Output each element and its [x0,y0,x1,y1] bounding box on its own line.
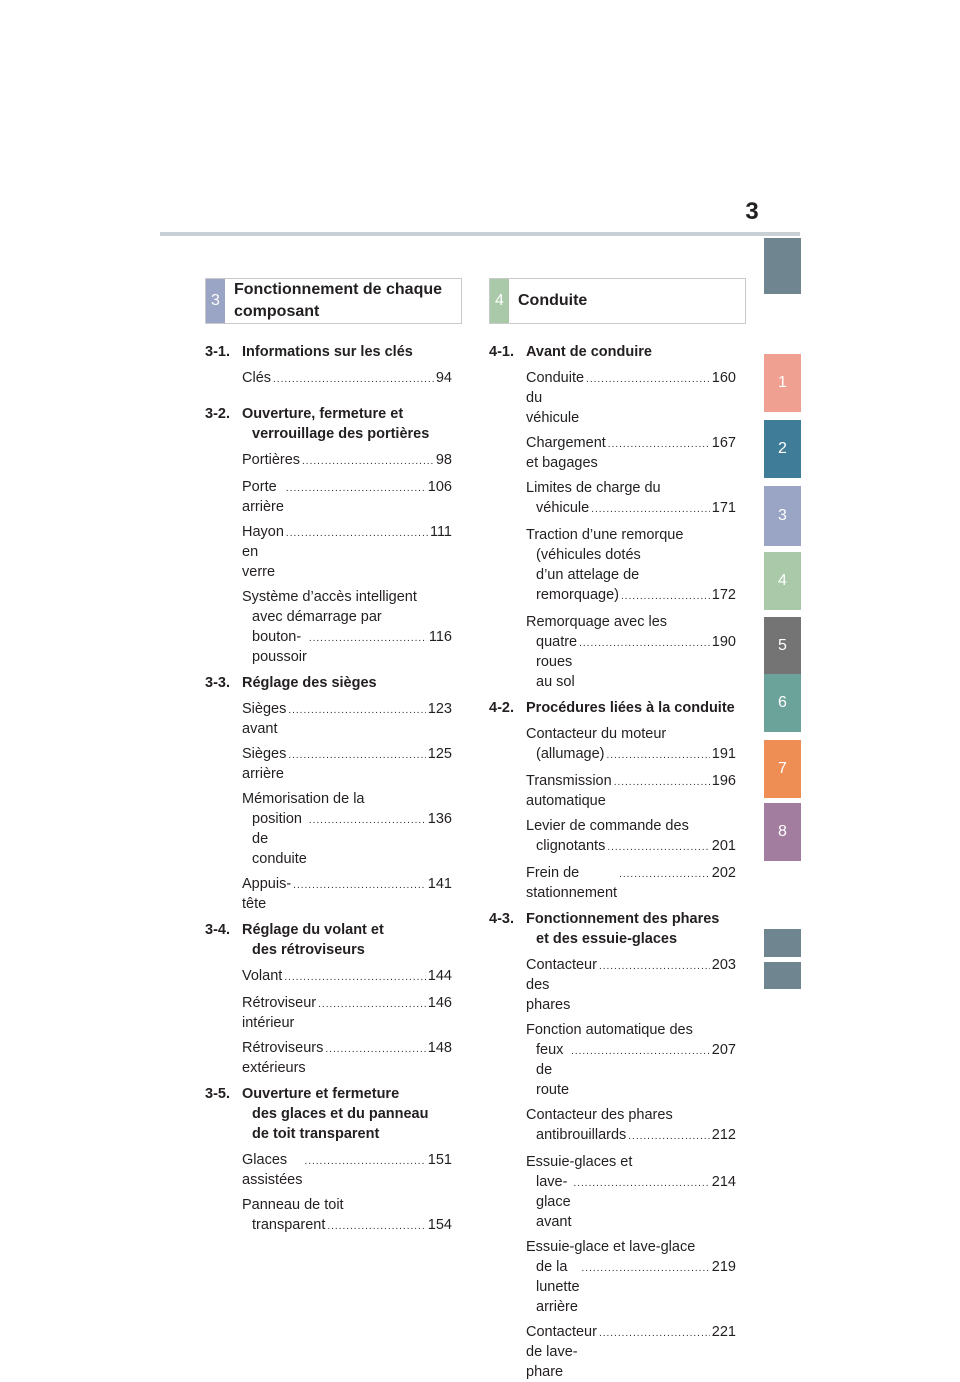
entry-text-line: Remorquage avec les [526,614,668,630]
section-title-line: Fonctionnement de chaque [234,281,443,298]
dot-leader [309,811,426,831]
toc-entry[interactable] [526,1237,736,1317]
toc-entry[interactable] [526,1322,736,1382]
toc-entry[interactable] [242,368,452,390]
side-tab-4[interactable] [764,552,801,610]
toc-group-3-2 [205,404,452,444]
entry-page: 214 [711,1174,736,1190]
entry-text-line: Essuie-glace et lave-glace [526,1239,696,1255]
group-title-line: de toit transparent [252,1126,380,1142]
toc-entry[interactable] [242,699,452,739]
side-tab-label: 2 [778,440,787,457]
entry-page: 111 [429,524,452,540]
entry-page: 201 [711,838,736,854]
toc-entry[interactable] [526,1020,736,1100]
toc-column-right [489,340,736,1382]
section-title [225,279,442,323]
group-number: 4-1. [489,344,514,360]
toc-entry[interactable] [242,587,452,667]
entry-page: 167 [711,435,736,451]
group-number: 4-3. [489,911,514,927]
entry-text: Hayon en verre [242,524,284,580]
entry-page: 172 [711,587,736,603]
entry-text: Appuis-tête [242,876,292,912]
entry-text-line: Panneau de toit [242,1197,344,1213]
dot-leader [309,629,427,649]
toc-entry[interactable] [526,863,736,903]
section-title: Conduite [518,292,588,309]
side-tab-5[interactable] [764,617,801,674]
entry-page: 136 [427,811,452,827]
header-rule [160,232,800,236]
entry-text: bouton-poussoir [252,629,307,665]
side-tab-blank-top [764,238,801,294]
entry-page: 171 [711,500,736,516]
toc-group-4-1 [489,342,736,362]
group-title: Réglage des sièges [242,675,377,691]
dot-leader [621,587,710,607]
group-number: 3-1. [205,344,230,360]
group-title-line: et des essuie-glaces [536,931,678,947]
side-tab-blank-bottom-2 [764,962,801,989]
entry-page: 221 [711,1324,736,1340]
dot-leader [286,479,426,499]
section-header-4 [489,278,746,324]
toc-group-3-5 [205,1084,452,1144]
side-tab-label: 4 [778,572,787,589]
toc-entry[interactable] [526,1105,736,1147]
group-title: Informations sur les clés [242,344,413,360]
entry-text: lave-glace avant [536,1174,572,1230]
dot-leader [325,1040,425,1060]
entry-page: 202 [711,865,736,881]
section-number: 3 [206,279,225,323]
toc-entry[interactable] [242,522,452,582]
entry-page: 219 [711,1259,736,1275]
toc-group-3-4 [205,920,452,960]
dot-leader [599,1324,710,1344]
dot-leader [273,370,434,390]
entry-text: clignotants [536,838,606,854]
toc-group-3-1 [205,342,452,362]
side-tab-8[interactable] [764,803,801,861]
entry-page: 191 [711,746,736,762]
dot-leader [608,435,710,455]
entry-text: Porte arrière [242,479,284,515]
dot-leader [599,957,710,977]
side-tab-blank-bottom-1 [764,929,801,957]
dot-leader [579,634,710,654]
entry-text-line: Contacteur des phares [526,1107,673,1123]
toc-group-3-3 [205,673,452,693]
toc-entry[interactable] [526,612,736,692]
toc-group-4-3 [489,909,736,949]
entry-text: Volant [242,968,283,984]
toc-entry[interactable] [242,1038,452,1078]
toc-entry[interactable] [526,724,736,766]
dot-leader [286,524,428,544]
toc-entry[interactable] [242,744,452,784]
toc-entry[interactable] [242,789,452,869]
entry-text: Sièges arrière [242,746,287,782]
toc-entry[interactable] [526,1152,736,1232]
toc-entry[interactable] [526,525,736,607]
side-tab-label: 6 [778,694,787,711]
entry-page: 212 [711,1127,736,1143]
entry-text: antibrouillards [536,1127,627,1143]
entry-page: 144 [427,968,452,984]
side-tab-1[interactable] [764,354,801,412]
entry-text-line: Mémorisation de la [242,791,365,807]
toc-entry[interactable] [242,1150,452,1190]
toc-entry[interactable] [526,368,736,428]
toc-entry[interactable] [242,966,452,988]
entry-page: 98 [435,452,452,468]
entry-text: Frein de stationnement [526,865,618,901]
side-tab-2[interactable] [764,420,801,478]
side-tab-6[interactable] [764,674,801,732]
entry-page: 203 [711,957,736,973]
entry-page: 116 [428,629,452,645]
group-title-line: verrouillage des portières [252,426,430,442]
entry-page: 123 [427,701,452,717]
entry-page: 141 [427,876,452,892]
entry-text-line: (véhicules dotés [536,547,641,563]
entry-text: Clés [242,370,272,386]
entry-text-line: avec démarrage par [252,609,382,625]
entry-page: 154 [427,1217,452,1233]
entry-page: 151 [427,1152,452,1168]
group-title-line: des glaces et du panneau [252,1106,429,1122]
side-tab-label: 3 [778,507,787,524]
entry-text: véhicule [536,500,590,516]
entry-page: 94 [435,370,452,386]
entry-text-line: Limites de charge du [526,480,661,496]
group-number: 3-3. [205,675,230,691]
dot-leader [302,452,434,472]
group-title-line: des rétroviseurs [252,942,365,958]
group-title-line: Réglage du volant et [242,922,384,938]
entry-text-line: Essuie-glaces et [526,1154,633,1170]
dot-leader [571,1042,710,1062]
toc-entry[interactable] [242,993,452,1033]
group-title-line: Ouverture, fermeture et [242,406,404,422]
group-number: 3-2. [205,406,230,422]
toc-column-left [205,340,452,1237]
group-title: Avant de conduire [526,344,652,360]
page-number: 3 [745,198,759,225]
side-tab-label: 1 [778,374,787,391]
entry-text: quatre roues au sol [536,634,578,690]
entry-text: Conduite du véhicule [526,370,585,426]
group-title: Procédures liées à la conduite [526,700,735,716]
dot-leader [628,1127,710,1147]
entry-text-line: Levier de commande des [526,818,689,834]
toc-entry[interactable] [526,955,736,1015]
dot-leader [288,746,425,766]
dot-leader [284,968,425,988]
toc-entry[interactable] [242,874,452,914]
toc-entry[interactable] [242,450,452,472]
dot-leader [591,500,710,520]
entry-text: Contacteur de lave-phare [526,1324,597,1380]
dot-leader [586,370,710,390]
section-number: 4 [490,279,509,323]
entry-text: de la lunette arrière [536,1259,580,1315]
dot-leader [293,876,426,896]
entry-text: position de conduite [252,811,307,867]
toc-entry[interactable] [526,816,736,858]
toc-entry[interactable] [526,433,736,473]
entry-page: 106 [427,479,452,495]
section-header-3 [205,278,462,324]
dot-leader [318,995,426,1015]
entry-text-line: Contacteur du moteur [526,726,667,742]
entry-page: 146 [427,995,452,1011]
side-tab-7[interactable] [764,740,801,798]
side-tab-3[interactable] [764,486,801,546]
group-number: 3-5. [205,1086,230,1102]
dot-leader [304,1152,425,1172]
dot-leader [607,746,710,766]
toc-entry[interactable] [242,1195,452,1237]
entry-page: 160 [711,370,736,386]
entry-page: 148 [427,1040,452,1056]
entry-text: (allumage) [536,746,605,762]
entry-page: 190 [711,634,736,650]
entry-text: Rétroviseur intérieur [242,995,317,1031]
dot-leader [614,773,710,793]
entry-text: Glaces assistées [242,1152,303,1188]
entry-text-line: d’un attelage de [536,567,640,583]
entry-text: Chargement et bagages [526,435,606,471]
dot-leader [582,1259,710,1279]
entry-text: transparent [252,1217,326,1233]
entry-text-line: Fonction automatique des [526,1022,693,1038]
group-title-line: Fonctionnement des phares [526,911,720,927]
entry-text: Portières [242,452,301,468]
entry-text: feux de route [536,1042,570,1098]
toc-entry[interactable] [526,771,736,811]
entry-page: 196 [711,773,736,789]
toc-group-4-2 [489,698,736,718]
entry-page: 207 [711,1042,736,1058]
entry-text: Sièges avant [242,701,287,737]
group-number: 4-2. [489,700,514,716]
dot-leader [619,865,710,885]
dot-leader [573,1174,709,1194]
entry-text: Rétroviseurs extérieurs [242,1040,324,1076]
group-number: 3-4. [205,922,230,938]
toc-entry[interactable] [242,477,452,517]
entry-text: Contacteur des phares [526,957,597,1013]
group-title-line: Ouverture et fermeture [242,1086,400,1102]
entry-text-line: Système d’accès intelligent [242,589,417,605]
dot-leader [288,701,425,721]
dot-leader [607,838,709,858]
toc-entry[interactable] [526,478,736,520]
side-tab-label: 5 [778,636,787,654]
entry-text-line: Traction d’une remorque [526,527,684,543]
dot-leader [327,1217,425,1237]
entry-text: Transmission automatique [526,773,612,809]
entry-text: remorquage) [536,587,620,603]
section-title-line: composant [234,303,320,320]
entry-page: 125 [427,746,452,762]
side-tab-label: 8 [778,823,787,840]
side-tab-label: 7 [778,760,787,777]
